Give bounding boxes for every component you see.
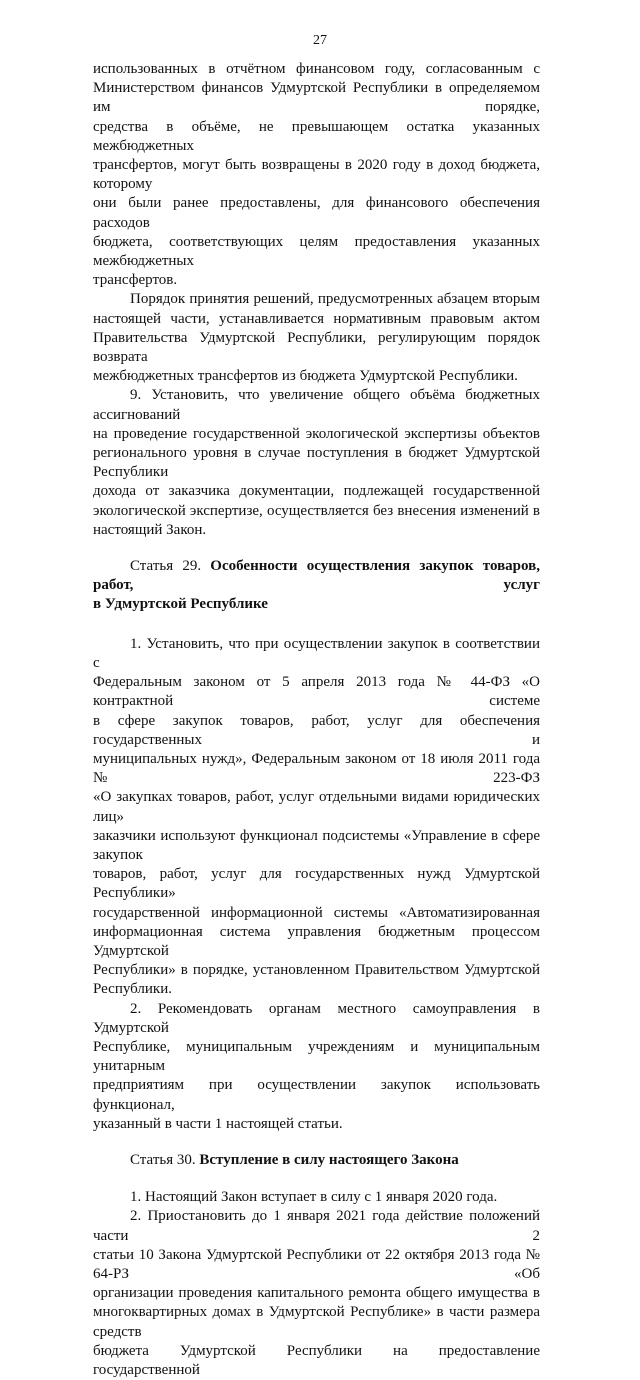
- text-line: информационная система управления бюджетным процессом Удмуртской: [93, 923, 540, 959]
- text-line: Правительства Удмуртской Республики, регулирующим порядок возврата: [93, 329, 540, 366]
- text-line: трансфертов.: [93, 272, 178, 289]
- text-line: межбюджетных трансфертов из бюджета Удмуртской Республики.: [93, 368, 518, 385]
- text-line: настоящей части, устанавливается нормативным правовым актом: [93, 310, 540, 327]
- article-30-item-1: [93, 1188, 540, 1207]
- text-line: товаров, работ, услуг для государственных нужд Удмуртской Республики»: [93, 866, 540, 902]
- text-line: Республики.: [93, 981, 172, 998]
- text-line: организации проведения капитального ремонта общего имущества в: [93, 1285, 540, 1302]
- article-29-heading: [93, 557, 540, 615]
- text-line: трансфертов, могут быть возвращены в 2020 году в доход бюджета, которому: [93, 157, 540, 193]
- text-line: заказчики используют функционал подсистемы «Управление в сфере закупок: [93, 827, 540, 863]
- text-line: указанный в части 1 настоящей статьи.: [93, 1115, 343, 1132]
- text-line: многоквартирных домах в Удмуртской Республике» в части размера средств: [93, 1304, 540, 1340]
- text-line: 9. Установить, что увеличение общего объёма бюджетных ассигнований: [93, 387, 540, 423]
- text-line: экологической экспертизе, осуществляется без внесения изменений в: [93, 502, 540, 519]
- text-line: статьи 10 Закона Удмуртской Республики от 22 октября 2013 года № 64-РЗ «Об: [93, 1246, 540, 1282]
- article-29-title: Особенности осуществления закупок товаров, работ, услуг: [93, 558, 540, 594]
- text-line: средства в объёме, не превышающем остатка указанных межбюджетных: [93, 118, 540, 154]
- text-line: Республики» в порядке, установленном Правительством Удмуртской: [93, 962, 540, 979]
- text-line: 1. Установить, что при осуществлении закупок в соответствии с: [93, 635, 540, 671]
- text-line: Федеральным законом от 5 апреля 2013 года № 44-ФЗ «О контрактной системе: [93, 674, 540, 710]
- text-line: дохода от заказчика документации, подлежащей государственной: [93, 483, 540, 500]
- text-line: Министерством финансов Удмуртской Республики в определяемом им порядке,: [93, 80, 540, 116]
- text-line: предприятиям при осуществлении закупок использовать функционал,: [93, 1077, 540, 1113]
- continuation-paragraph: [93, 60, 540, 290]
- text-line: использованных в отчётном финансовом году, согласованным с: [93, 61, 540, 77]
- text-line: бюджета Удмуртской Республики на предоставление государственной: [93, 1342, 540, 1378]
- text-line: 2. Приостановить до 1 января 2021 года действие положений части 2: [93, 1208, 540, 1244]
- text-line: бюджета, соответствующих целям предоставления указанных межбюджетных: [93, 233, 540, 270]
- article-29-item-2: [93, 1000, 540, 1134]
- page-number: 27: [313, 33, 327, 48]
- item-9-paragraph: [93, 386, 540, 540]
- article-29-title-line-2: в Удмуртской Республике: [93, 596, 268, 613]
- text-line: Республике, муниципальным учреждениям и муниципальным унитарным: [93, 1038, 540, 1075]
- article-29-item-1: [93, 635, 540, 1000]
- text-line: они были ранее предоставлены, для финансового обеспечения расходов: [93, 195, 540, 231]
- text-line: «О закупках товаров, работ, услуг отдельными видами юридических лиц»: [93, 789, 540, 825]
- text-line: государственной информационной системы «Автоматизированная: [93, 904, 540, 921]
- text-line: на проведение государственной экологической экспертизы объектов: [93, 425, 540, 442]
- article-30-number: Статья 30.: [130, 1151, 196, 1168]
- article-30-title: Вступление в силу настоящего Закона: [199, 1151, 459, 1168]
- article-29-number: Статья 29.: [130, 558, 202, 575]
- text-line: настоящий Закон.: [93, 521, 207, 538]
- text-line: Порядок принятия решений, предусмотренных абзацем вторым: [130, 291, 540, 308]
- text-line: 2. Рекомендовать органам местного самоуправления в Удмуртской: [93, 1000, 540, 1036]
- text-line: в сфере закупок товаров, работ, услуг для обеспечения государственных и: [93, 712, 540, 748]
- procedure-paragraph: [93, 290, 540, 386]
- article-30-heading: [93, 1151, 540, 1170]
- text-line: 1. Настоящий Закон вступает в силу с 1 января 2020 года.: [130, 1189, 498, 1206]
- document-body: [93, 60, 540, 1380]
- article-30-item-2: [93, 1207, 540, 1380]
- text-line: муниципальных нужд», Федеральным законом от 18 июля 2011 года № 223-ФЗ: [93, 750, 540, 787]
- text-line: регионального уровня в случае поступления в бюджет Удмуртской Республики: [93, 445, 540, 481]
